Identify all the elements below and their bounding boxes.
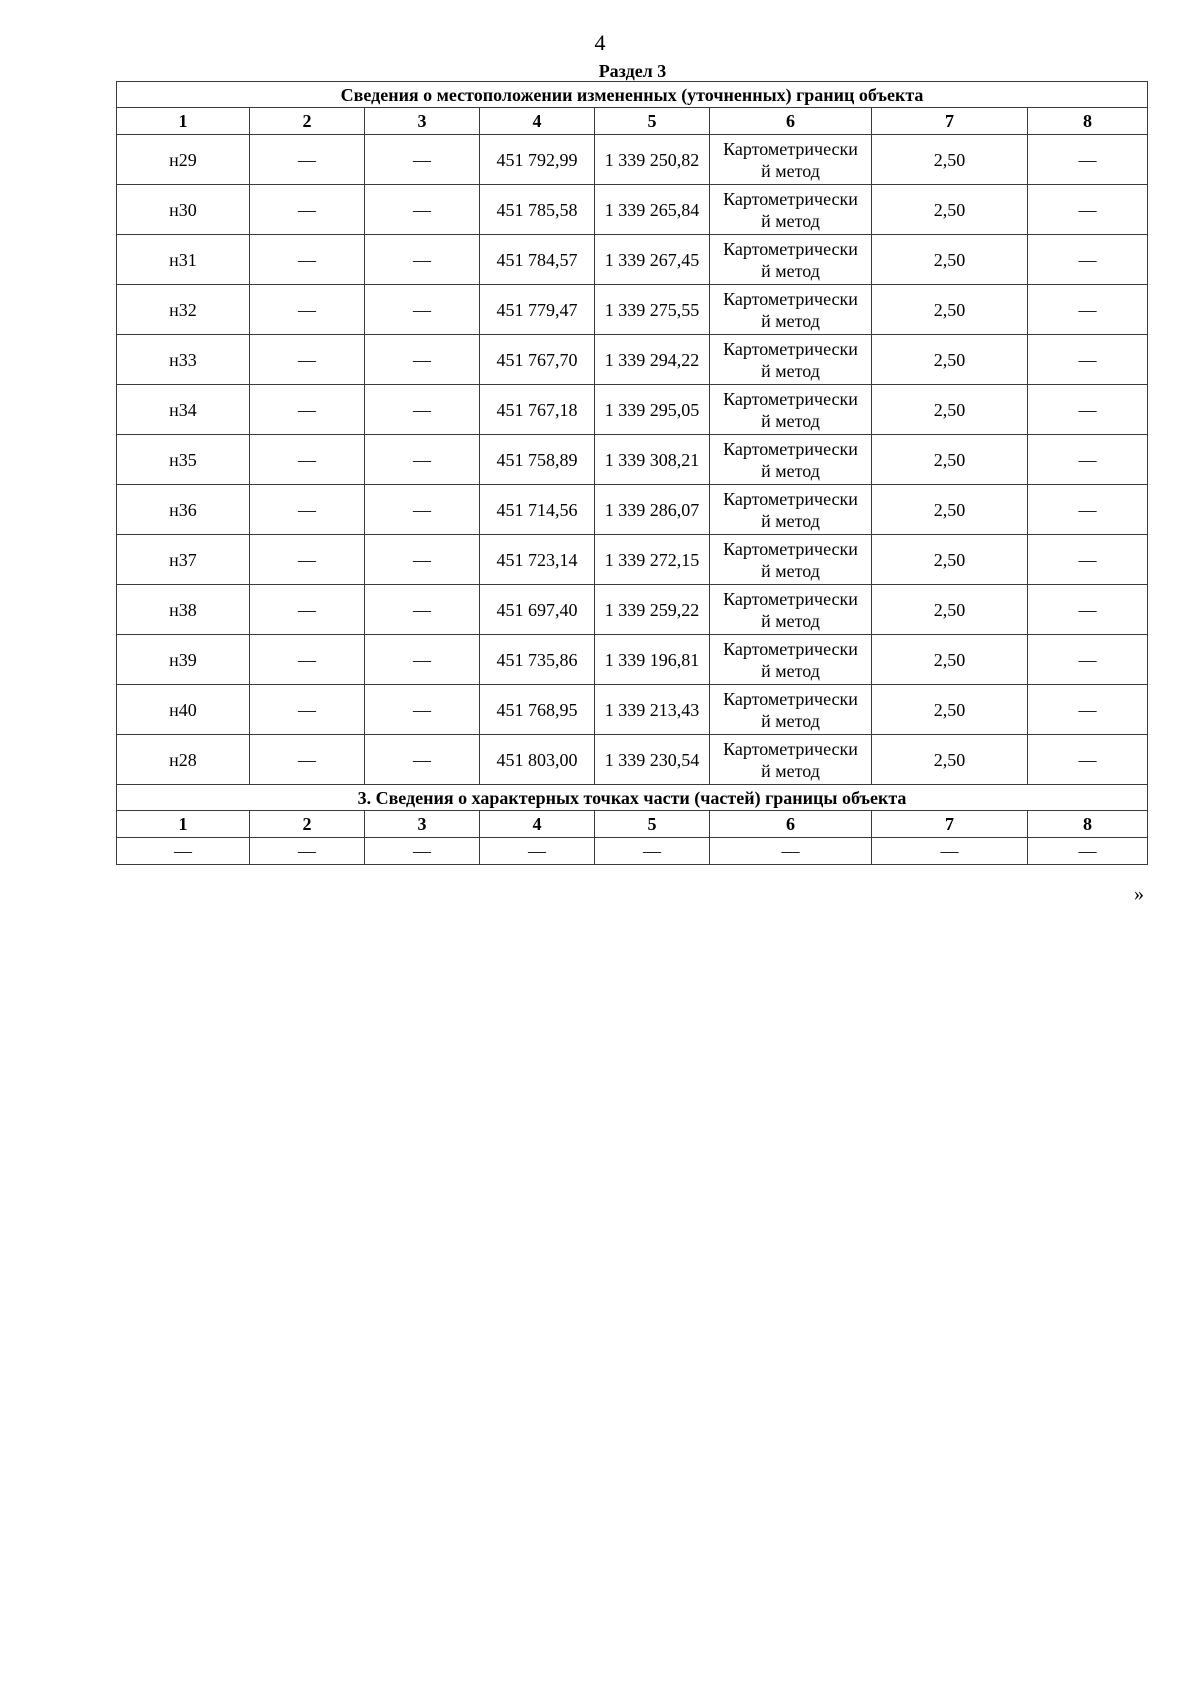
accuracy-cell: 2,50	[872, 135, 1028, 185]
col-3-cell: —	[365, 585, 480, 635]
point-id-cell: н28	[117, 735, 250, 785]
subsection-empty-cell: —	[710, 838, 872, 865]
method-cell: Картометрически й метод	[710, 235, 872, 285]
closing-quote: »	[1134, 883, 1144, 905]
method-cell: Картометрически й метод	[710, 285, 872, 335]
x-coordinate-cell: 451 758,89	[480, 435, 595, 485]
table-row	[117, 185, 1148, 235]
col-2-cell: —	[250, 635, 365, 685]
col-3-cell: —	[365, 685, 480, 735]
x-coordinate-cell: 451 723,14	[480, 535, 595, 585]
col-3-cell: —	[365, 235, 480, 285]
y-coordinate-cell: 1 339 196,81	[595, 635, 710, 685]
x-coordinate-cell: 451 779,47	[480, 285, 595, 335]
table-row	[117, 385, 1148, 435]
column-number-row	[117, 108, 1148, 135]
subsection-caption-row	[117, 785, 1148, 811]
point-id-cell: н36	[117, 485, 250, 535]
point-id-cell: н33	[117, 335, 250, 385]
table-row	[117, 535, 1148, 585]
y-coordinate-cell: 1 339 308,21	[595, 435, 710, 485]
point-id-cell: н39	[117, 635, 250, 685]
subsection-column-number-8: 8	[1028, 811, 1148, 838]
col-2-cell: —	[250, 135, 365, 185]
column-number-4: 4	[480, 108, 595, 135]
col-2-cell: —	[250, 585, 365, 635]
column-number-1: 1	[117, 108, 250, 135]
accuracy-cell: 2,50	[872, 735, 1028, 785]
column-number-2: 2	[250, 108, 365, 135]
subsection-empty-cell: —	[872, 838, 1028, 865]
col-8-cell: —	[1028, 235, 1148, 285]
subsection-empty-cell: —	[365, 838, 480, 865]
point-id-cell: н35	[117, 435, 250, 485]
accuracy-cell: 2,50	[872, 435, 1028, 485]
x-coordinate-cell: 451 735,86	[480, 635, 595, 685]
col-8-cell: —	[1028, 335, 1148, 385]
table-row	[117, 135, 1148, 185]
col-8-cell: —	[1028, 635, 1148, 685]
subsection-column-number-1: 1	[117, 811, 250, 838]
col-8-cell: —	[1028, 735, 1148, 785]
column-number-5: 5	[595, 108, 710, 135]
point-id-cell: н31	[117, 235, 250, 285]
col-2-cell: —	[250, 485, 365, 535]
point-id-cell: н29	[117, 135, 250, 185]
col-8-cell: —	[1028, 285, 1148, 335]
col-2-cell: —	[250, 435, 365, 485]
table-caption: Сведения о местоположении измененных (уточненных) границ объекта	[117, 82, 1148, 108]
col-2-cell: —	[250, 335, 365, 385]
accuracy-cell: 2,50	[872, 685, 1028, 735]
subsection-empty-cell: —	[1028, 838, 1148, 865]
accuracy-cell: 2,50	[872, 385, 1028, 435]
col-3-cell: —	[365, 385, 480, 435]
col-3-cell: —	[365, 185, 480, 235]
table-row	[117, 335, 1148, 385]
y-coordinate-cell: 1 339 265,84	[595, 185, 710, 235]
table-row	[117, 285, 1148, 335]
x-coordinate-cell: 451 803,00	[480, 735, 595, 785]
page-number: 4	[594, 30, 606, 55]
accuracy-cell: 2,50	[872, 335, 1028, 385]
method-cell: Картометрически й метод	[710, 635, 872, 685]
method-cell: Картометрически й метод	[710, 735, 872, 785]
col-2-cell: —	[250, 685, 365, 735]
point-id-cell: н40	[117, 685, 250, 735]
col-3-cell: —	[365, 335, 480, 385]
table-row	[117, 485, 1148, 535]
point-id-cell: н30	[117, 185, 250, 235]
subsection-empty-row	[117, 838, 1148, 865]
col-8-cell: —	[1028, 185, 1148, 235]
point-id-cell: н37	[117, 535, 250, 585]
subsection-column-number-4: 4	[480, 811, 595, 838]
subsection-empty-cell: —	[250, 838, 365, 865]
accuracy-cell: 2,50	[872, 585, 1028, 635]
col-3-cell: —	[365, 635, 480, 685]
subsection-column-number-5: 5	[595, 811, 710, 838]
subsection-column-number-7: 7	[872, 811, 1028, 838]
x-coordinate-cell: 451 714,56	[480, 485, 595, 535]
method-cell: Картометрически й метод	[710, 435, 872, 485]
x-coordinate-cell: 451 785,58	[480, 185, 595, 235]
x-coordinate-cell: 451 767,70	[480, 335, 595, 385]
method-cell: Картометрически й метод	[710, 535, 872, 585]
y-coordinate-cell: 1 339 259,22	[595, 585, 710, 635]
table-row	[117, 635, 1148, 685]
col-8-cell: —	[1028, 585, 1148, 635]
x-coordinate-cell: 451 792,99	[480, 135, 595, 185]
subsection-empty-cell: —	[595, 838, 710, 865]
col-3-cell: —	[365, 135, 480, 185]
col-8-cell: —	[1028, 385, 1148, 435]
subsection-column-number-3: 3	[365, 811, 480, 838]
subsection-column-number-6: 6	[710, 811, 872, 838]
y-coordinate-cell: 1 339 295,05	[595, 385, 710, 435]
table-row	[117, 735, 1148, 785]
x-coordinate-cell: 451 768,95	[480, 685, 595, 735]
table-caption-row	[117, 82, 1148, 108]
point-id-cell: н38	[117, 585, 250, 635]
x-coordinate-cell: 451 784,57	[480, 235, 595, 285]
col-3-cell: —	[365, 735, 480, 785]
column-number-8: 8	[1028, 108, 1148, 135]
method-cell: Картометрически й метод	[710, 585, 872, 635]
table-row	[117, 235, 1148, 285]
y-coordinate-cell: 1 339 267,45	[595, 235, 710, 285]
method-cell: Картометрически й метод	[710, 185, 872, 235]
col-2-cell: —	[250, 235, 365, 285]
boundary-points-table	[116, 81, 1148, 865]
point-id-cell: н34	[117, 385, 250, 435]
accuracy-cell: 2,50	[872, 535, 1028, 585]
col-8-cell: —	[1028, 485, 1148, 535]
method-cell: Картометрически й метод	[710, 685, 872, 735]
y-coordinate-cell: 1 339 294,22	[595, 335, 710, 385]
accuracy-cell: 2,50	[872, 485, 1028, 535]
y-coordinate-cell: 1 339 272,15	[595, 535, 710, 585]
col-8-cell: —	[1028, 435, 1148, 485]
table-row	[117, 435, 1148, 485]
col-2-cell: —	[250, 185, 365, 235]
col-2-cell: —	[250, 535, 365, 585]
subsection-empty-cell: —	[480, 838, 595, 865]
accuracy-cell: 2,50	[872, 285, 1028, 335]
method-cell: Картометрически й метод	[710, 485, 872, 535]
subsection-column-number-2: 2	[250, 811, 365, 838]
col-2-cell: —	[250, 735, 365, 785]
y-coordinate-cell: 1 339 275,55	[595, 285, 710, 335]
method-cell: Картометрически й метод	[710, 335, 872, 385]
col-8-cell: —	[1028, 135, 1148, 185]
section-title: Раздел 3	[598, 61, 667, 81]
y-coordinate-cell: 1 339 250,82	[595, 135, 710, 185]
y-coordinate-cell: 1 339 213,43	[595, 685, 710, 735]
table-row	[117, 685, 1148, 735]
col-3-cell: —	[365, 285, 480, 335]
y-coordinate-cell: 1 339 286,07	[595, 485, 710, 535]
accuracy-cell: 2,50	[872, 185, 1028, 235]
method-cell: Картометрически й метод	[710, 135, 872, 185]
subsection-empty-cell: —	[117, 838, 250, 865]
point-id-cell: н32	[117, 285, 250, 335]
col-3-cell: —	[365, 485, 480, 535]
col-8-cell: —	[1028, 685, 1148, 735]
x-coordinate-cell: 451 767,18	[480, 385, 595, 435]
accuracy-cell: 2,50	[872, 635, 1028, 685]
col-3-cell: —	[365, 435, 480, 485]
col-8-cell: —	[1028, 535, 1148, 585]
accuracy-cell: 2,50	[872, 235, 1028, 285]
column-number-6: 6	[710, 108, 872, 135]
col-2-cell: —	[250, 285, 365, 335]
table-row	[117, 585, 1148, 635]
column-number-3: 3	[365, 108, 480, 135]
subsection-caption: 3. Сведения о характерных точках части (частей) границы объекта	[117, 785, 1148, 811]
method-cell: Картометрически й метод	[710, 385, 872, 435]
x-coordinate-cell: 451 697,40	[480, 585, 595, 635]
y-coordinate-cell: 1 339 230,54	[595, 735, 710, 785]
subsection-column-number-row	[117, 811, 1148, 838]
column-number-7: 7	[872, 108, 1028, 135]
col-3-cell: —	[365, 535, 480, 585]
col-2-cell: —	[250, 385, 365, 435]
